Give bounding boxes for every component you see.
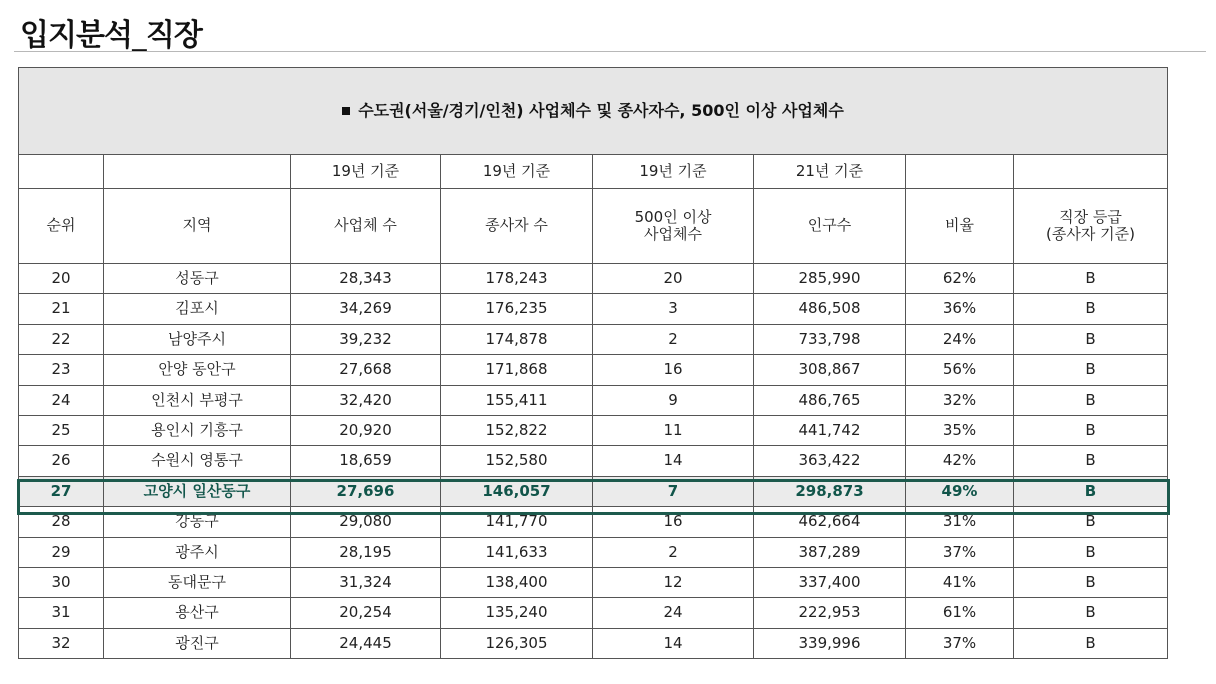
ratio-cell: 41% (906, 567, 1014, 597)
table-row (19, 294, 1168, 324)
ratio-cell: 32% (906, 385, 1014, 415)
population-cell: 222,953 (754, 598, 906, 628)
large-business-cell: 20 (593, 264, 754, 294)
ratio-cell: 24% (906, 324, 1014, 354)
business-count-cell: 27,696 (291, 476, 441, 506)
rank-cell: 30 (19, 567, 104, 597)
business-count-cell: 24,445 (291, 628, 441, 658)
large-business-cell: 2 (593, 537, 754, 567)
region-cell: 동대문구 (104, 567, 291, 597)
business-count-cell: 34,269 (291, 294, 441, 324)
table-row (19, 324, 1168, 354)
grade-cell: B (1014, 264, 1168, 294)
ratio-cell: 35% (906, 415, 1014, 445)
ratio-cell: 56% (906, 355, 1014, 385)
business-count-cell: 27,668 (291, 355, 441, 385)
large-business-cell: 14 (593, 628, 754, 658)
table-row (19, 446, 1168, 476)
basis-cell (19, 155, 104, 189)
region-cell: 수원시 영통구 (104, 446, 291, 476)
page-title: 입지분석_직장 (20, 18, 202, 53)
header-row (19, 189, 1168, 264)
region-cell: 고양시 일산동구 (104, 476, 291, 506)
table-banner-text: 수도권(서울/경기/인천) 사업체수 및 종사자수, 500인 이상 사업체수 (358, 100, 844, 120)
large-business-cell: 11 (593, 415, 754, 445)
population-cell: 486,765 (754, 385, 906, 415)
population-cell: 387,289 (754, 537, 906, 567)
region-cell: 김포시 (104, 294, 291, 324)
column-header: 순위 (19, 189, 104, 264)
business-count-cell: 20,254 (291, 598, 441, 628)
column-header: 지역 (104, 189, 291, 264)
business-count-cell: 32,420 (291, 385, 441, 415)
large-business-cell: 7 (593, 476, 754, 506)
title-divider (14, 51, 1206, 52)
rank-cell: 31 (19, 598, 104, 628)
grade-cell: B (1014, 415, 1168, 445)
column-header: 종사자 수 (441, 189, 593, 264)
column-header: 비율 (906, 189, 1014, 264)
ratio-cell: 61% (906, 598, 1014, 628)
employee-count-cell: 178,243 (441, 264, 593, 294)
region-cell: 인천시 부평구 (104, 385, 291, 415)
rank-cell: 27 (19, 476, 104, 506)
business-count-cell: 39,232 (291, 324, 441, 354)
rank-cell: 24 (19, 385, 104, 415)
employee-count-cell: 171,868 (441, 355, 593, 385)
business-count-cell: 18,659 (291, 446, 441, 476)
table-row (19, 355, 1168, 385)
rank-cell: 25 (19, 415, 104, 445)
population-cell: 308,867 (754, 355, 906, 385)
table-row (19, 264, 1168, 294)
population-cell: 486,508 (754, 294, 906, 324)
column-header: 인구수 (754, 189, 906, 264)
large-business-cell: 16 (593, 355, 754, 385)
employee-count-cell: 141,633 (441, 537, 593, 567)
region-cell: 강동구 (104, 507, 291, 537)
table-row (19, 476, 1168, 506)
table-row (19, 628, 1168, 658)
ratio-cell: 42% (906, 446, 1014, 476)
grade-cell: B (1014, 385, 1168, 415)
table-row (19, 567, 1168, 597)
ratio-cell: 36% (906, 294, 1014, 324)
column-header: 직장 등급 (종사자 기준) (1014, 189, 1168, 264)
region-cell: 성동구 (104, 264, 291, 294)
employee-count-cell: 155,411 (441, 385, 593, 415)
employee-count-cell: 174,878 (441, 324, 593, 354)
rank-cell: 28 (19, 507, 104, 537)
employee-count-cell: 146,057 (441, 476, 593, 506)
large-business-cell: 16 (593, 507, 754, 537)
region-cell: 용인시 기흥구 (104, 415, 291, 445)
business-count-cell: 28,343 (291, 264, 441, 294)
population-cell: 298,873 (754, 476, 906, 506)
rank-cell: 29 (19, 537, 104, 567)
table-banner (19, 68, 1168, 155)
basis-cell (1014, 155, 1168, 189)
region-cell: 광진구 (104, 628, 291, 658)
grade-cell: B (1014, 446, 1168, 476)
business-count-cell: 28,195 (291, 537, 441, 567)
basis-row (19, 155, 1168, 189)
grade-cell: B (1014, 355, 1168, 385)
large-business-cell: 2 (593, 324, 754, 354)
table-row (19, 598, 1168, 628)
square-bullet-icon (342, 107, 350, 115)
basis-cell: 19년 기준 (291, 155, 441, 189)
table-banner-row (19, 68, 1168, 155)
grade-cell: B (1014, 628, 1168, 658)
population-cell: 441,742 (754, 415, 906, 445)
grade-cell: B (1014, 567, 1168, 597)
rank-cell: 20 (19, 264, 104, 294)
grade-cell: B (1014, 598, 1168, 628)
rank-cell: 32 (19, 628, 104, 658)
grade-cell: B (1014, 507, 1168, 537)
employee-count-cell: 152,822 (441, 415, 593, 445)
rank-cell: 26 (19, 446, 104, 476)
grade-cell: B (1014, 476, 1168, 506)
employee-count-cell: 126,305 (441, 628, 593, 658)
ratio-cell: 31% (906, 507, 1014, 537)
population-cell: 339,996 (754, 628, 906, 658)
large-business-cell: 3 (593, 294, 754, 324)
employee-count-cell: 176,235 (441, 294, 593, 324)
grade-cell: B (1014, 294, 1168, 324)
ratio-cell: 37% (906, 628, 1014, 658)
rank-cell: 23 (19, 355, 104, 385)
large-business-cell: 9 (593, 385, 754, 415)
business-count-cell: 29,080 (291, 507, 441, 537)
business-count-cell: 31,324 (291, 567, 441, 597)
rank-cell: 22 (19, 324, 104, 354)
population-cell: 462,664 (754, 507, 906, 537)
table-row (19, 507, 1168, 537)
large-business-cell: 24 (593, 598, 754, 628)
region-cell: 용산구 (104, 598, 291, 628)
basis-cell: 19년 기준 (441, 155, 593, 189)
employee-count-cell: 141,770 (441, 507, 593, 537)
data-table (18, 67, 1168, 659)
ratio-cell: 62% (906, 264, 1014, 294)
table-row (19, 537, 1168, 567)
region-cell: 광주시 (104, 537, 291, 567)
ratio-cell: 49% (906, 476, 1014, 506)
employee-count-cell: 152,580 (441, 446, 593, 476)
business-count-cell: 20,920 (291, 415, 441, 445)
large-business-cell: 12 (593, 567, 754, 597)
basis-cell: 21년 기준 (754, 155, 906, 189)
grade-cell: B (1014, 324, 1168, 354)
table-row (19, 385, 1168, 415)
table-row (19, 415, 1168, 445)
region-cell: 안양 동안구 (104, 355, 291, 385)
basis-cell: 19년 기준 (593, 155, 754, 189)
rank-cell: 21 (19, 294, 104, 324)
basis-cell (906, 155, 1014, 189)
population-cell: 733,798 (754, 324, 906, 354)
population-cell: 337,400 (754, 567, 906, 597)
ratio-cell: 37% (906, 537, 1014, 567)
column-header: 500인 이상 사업체수 (593, 189, 754, 264)
region-cell: 남양주시 (104, 324, 291, 354)
population-cell: 285,990 (754, 264, 906, 294)
column-header: 사업체 수 (291, 189, 441, 264)
employee-count-cell: 135,240 (441, 598, 593, 628)
grade-cell: B (1014, 537, 1168, 567)
population-cell: 363,422 (754, 446, 906, 476)
basis-cell (104, 155, 291, 189)
employee-count-cell: 138,400 (441, 567, 593, 597)
large-business-cell: 14 (593, 446, 754, 476)
